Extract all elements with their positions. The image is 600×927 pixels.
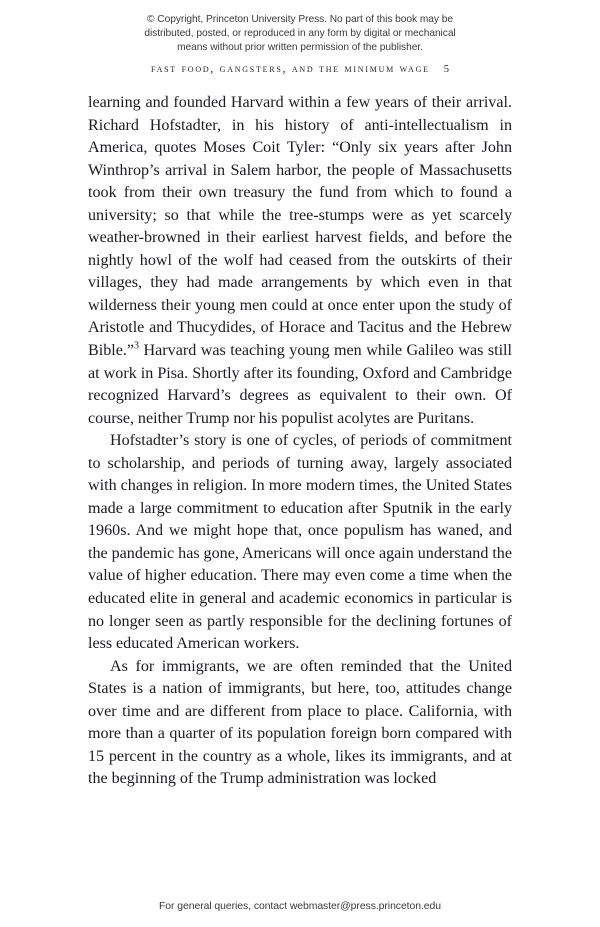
- footer-query-note: For general queries, contact webmaster@press.princeton.edu: [159, 901, 441, 912]
- copyright-line-2: distributed, posted, or reproduced in any form by digital or mechanical: [144, 28, 456, 40]
- copyright-notice: [88, 13, 512, 56]
- paragraph-3: As for immigrants, we are often reminded that the United States is a nation of immigrants, but here, too, attitudes change over time and are different from place to place. California, with more than a quarter of its population foreign born compared with 15 percent in the country as a whole, likes its immigrants, and at the beginning of the Trump administration was locked: [88, 657, 512, 788]
- copyright-line-3: means without prior written permission of the publisher.: [177, 42, 423, 54]
- body-text: [88, 92, 512, 791]
- running-head: [88, 62, 512, 76]
- paragraph-1-text-before-footnote: learning and founded Harvard within a few years of their arrival. Richard Hofstadter, in his history of anti-intellectualism in America, quotes Moses Coit Tyler: “Only six years after John Winthrop’s arrival in Salem harbor, the people of Massachusetts took from their own treasury the fund from which to found a university; so that while the tree-stumps were as yet scarcely weather-browned in their earliest harvest fields, and before the nightly howl of the wolf had ceased from the outskirts of their villages, they had made arrangements by which even in that wilderness their young men could at once enter upon the study of Aristotle and Thucydides, of Horace and Tacitus and the Hebrew Bible.”: [88, 94, 512, 360]
- running-head-title: fast food, gangsters, and the minimum wage: [150, 62, 430, 75]
- footnote-marker-3[interactable]: 3: [134, 340, 140, 352]
- paragraph-2: Hofstadter’s story is one of cycles, of periods of commitment to scholarship, and periods of turning away, largely associated with changes in religion. In more modern times, the United States made a large commitment to education after Sputnik in the early 1960s. And we might hope that, once populism has waned, and the pandemic has gone, Americans will once again understand the value of higher education. There may even come a time when the educated elite in general and academic economics in particular is no longer seen as partly responsible for the declining fortunes of less educated American workers.: [88, 432, 512, 653]
- paragraph-1-text-after-footnote: Harvard was teaching young men while Galileo was still at work in Pisa. Shortly after its founding, Oxford and Cambridge recognized Harvard’s degrees as equivalent to their own. Of course, neither Trump nor his populist acolytes are Puritans.: [88, 342, 512, 427]
- page-number: 5: [443, 64, 450, 75]
- paragraph-1: [88, 92, 512, 430]
- copyright-line-1: © Copyright, Princeton University Press. No part of this book may be: [147, 14, 453, 25]
